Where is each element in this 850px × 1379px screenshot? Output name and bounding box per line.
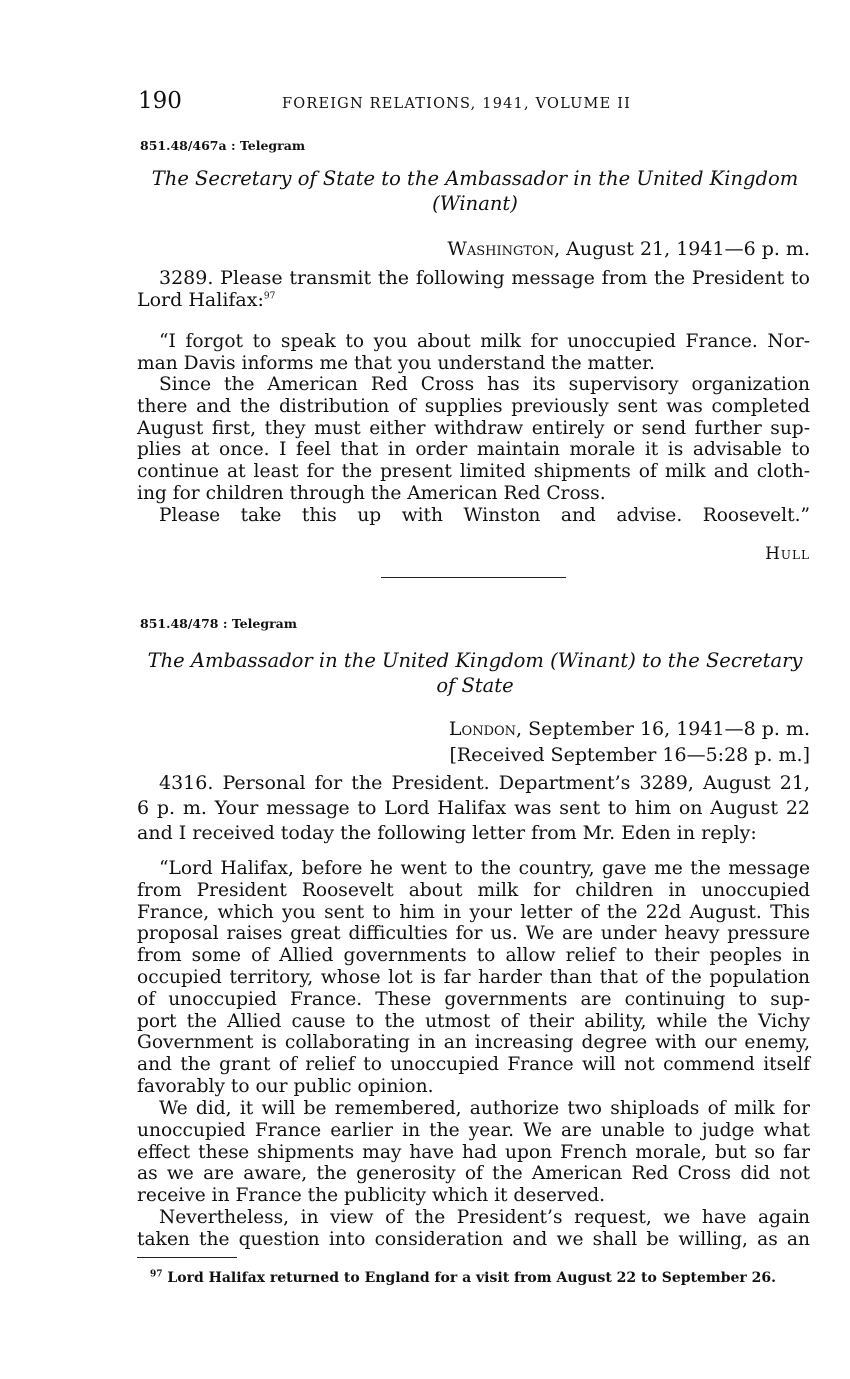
doc2-quote-p2: [137, 1098, 810, 1207]
doc2-received: [Received September 16—5:28 p. m.]: [449, 744, 810, 766]
quote-line: unoccupied France earlier in the year. We are unable to judge what: [137, 1119, 810, 1141]
doc1-dateline: [447, 236, 810, 262]
doc2-title-line2: of State: [436, 674, 514, 697]
doc1-place: Washington: [447, 238, 555, 260]
page-number: 190: [138, 88, 182, 114]
quote-line: taken the question into consideration and we shall be willing, as an: [137, 1228, 810, 1250]
quote-line: Nevertheless, in view of the President’s request, we have again: [159, 1207, 810, 1228]
running-head: FOREIGN RELATIONS, 1941, VOLUME II: [282, 96, 632, 112]
doc1-signature: Hull: [765, 544, 810, 564]
quote-line: and the grant of relief to unoccupied France will not commend itself: [137, 1054, 810, 1076]
quote-line: of unoccupied France. These governments are continuing to sup-: [137, 988, 810, 1010]
doc2-title: [140, 648, 810, 698]
quote-line: as we are aware, the generosity of the American Red Cross did not: [137, 1163, 810, 1185]
quote-line: “Lord Halifax, before he went to the country, gave me the message: [159, 858, 810, 879]
doc2-quote-p3: [137, 1207, 810, 1251]
footnote: [150, 1270, 776, 1286]
doc2-quote-p1: [137, 858, 810, 1098]
doc2-title-line1: The Ambassador in the United Kingdom (Winant) to the Secretary: [147, 649, 803, 672]
footnote-marker: 97: [150, 1269, 163, 1280]
doc2-body: [137, 771, 810, 846]
quote-line: occupied territory, whose lot is far harder than that of the population: [137, 966, 810, 988]
doc2-file-number: 851.48/478 : Telegram: [140, 616, 297, 631]
doc1-body-line: Lord Halifax:$^{97}$: [137, 288, 276, 311]
quote-line: continue at least for the present limited shipments of milk and cloth-: [137, 461, 810, 483]
quote-line: man Davis informs me that you understand the matter.: [137, 352, 655, 374]
quote-line: France, which you sent to him in your letter of the 22d August. This: [137, 901, 810, 923]
quote-line: Please take this up with Winston and advise. Roosevelt.”: [159, 505, 810, 526]
quote-line: Government is collaborating in an increasing degree with our enemy,: [137, 1032, 810, 1054]
quote-line: proposal raises great difficulties for us. We are under heavy pressure: [137, 923, 810, 945]
doc2-place: London: [448, 718, 517, 740]
quote-line: Since the American Red Cross has its supervisory organization: [159, 374, 810, 395]
doc1-date: , August 21, 1941—6 p. m.: [554, 238, 810, 260]
doc1-title-line1: The Secretary of State to the Ambassador in the United Kingdom: [151, 167, 799, 190]
doc2-body-line: 4316. Personal for the President. Department’s 3289, August 21,: [159, 772, 810, 794]
doc1-title: [140, 166, 810, 216]
doc1-quote-p3: [137, 505, 810, 527]
doc2-dateline: [449, 716, 810, 768]
quote-line: “I forgot to speak to you about milk for unoccupied France. Nor-: [159, 331, 810, 352]
footnote-rule: [137, 1257, 237, 1258]
doc2-body-line: and I received today the following letter from Mr. Eden in reply:: [137, 822, 757, 844]
doc1-body-line: 3289. Please transmit the following message from the President to: [159, 267, 810, 289]
doc1-body: [137, 268, 810, 312]
quote-line: favorably to our public opinion.: [137, 1075, 434, 1097]
doc1-file-number: 851.48/467a : Telegram: [140, 138, 306, 153]
doc2-date: , September 16, 1941—8 p. m.: [516, 718, 810, 740]
quote-line: there and the distribution of supplies previously sent was completed: [137, 395, 810, 417]
quote-line: effect these shipments may have had upon French morale, but so far: [137, 1141, 810, 1163]
quote-line: plies at once. I feel that in order maintain morale it is advisable to: [137, 439, 810, 461]
footnote-ref: 97: [263, 291, 276, 302]
quote-line: port the Allied cause to the utmost of their ability, while the Vichy: [137, 1010, 810, 1032]
doc1-quote-p2: [137, 374, 810, 505]
section-divider: [381, 577, 566, 578]
quote-line: ing for children through the American Red Cross.: [137, 482, 606, 504]
quote-line: from President Roosevelt about milk for children in unoccupied: [137, 879, 810, 901]
quote-line: August first, they must either withdraw entirely or send further sup-: [137, 417, 810, 439]
footnote-text: Lord Halifax returned to England for a visit from August 22 to September 26.: [167, 1270, 777, 1286]
quote-line: We did, it will be remembered, authorize two shiploads of milk for: [159, 1098, 810, 1119]
quote-line: receive in France the publicity which it deserved.: [137, 1185, 606, 1207]
doc2-body-line: 6 p. m. Your message to Lord Halifax was sent to him on August 22: [137, 797, 810, 819]
quote-line: from some of Allied governments to allow relief to their peoples in: [137, 945, 810, 967]
doc1-quote-p1: [137, 331, 810, 375]
doc1-title-line2: (Winant): [432, 192, 518, 215]
